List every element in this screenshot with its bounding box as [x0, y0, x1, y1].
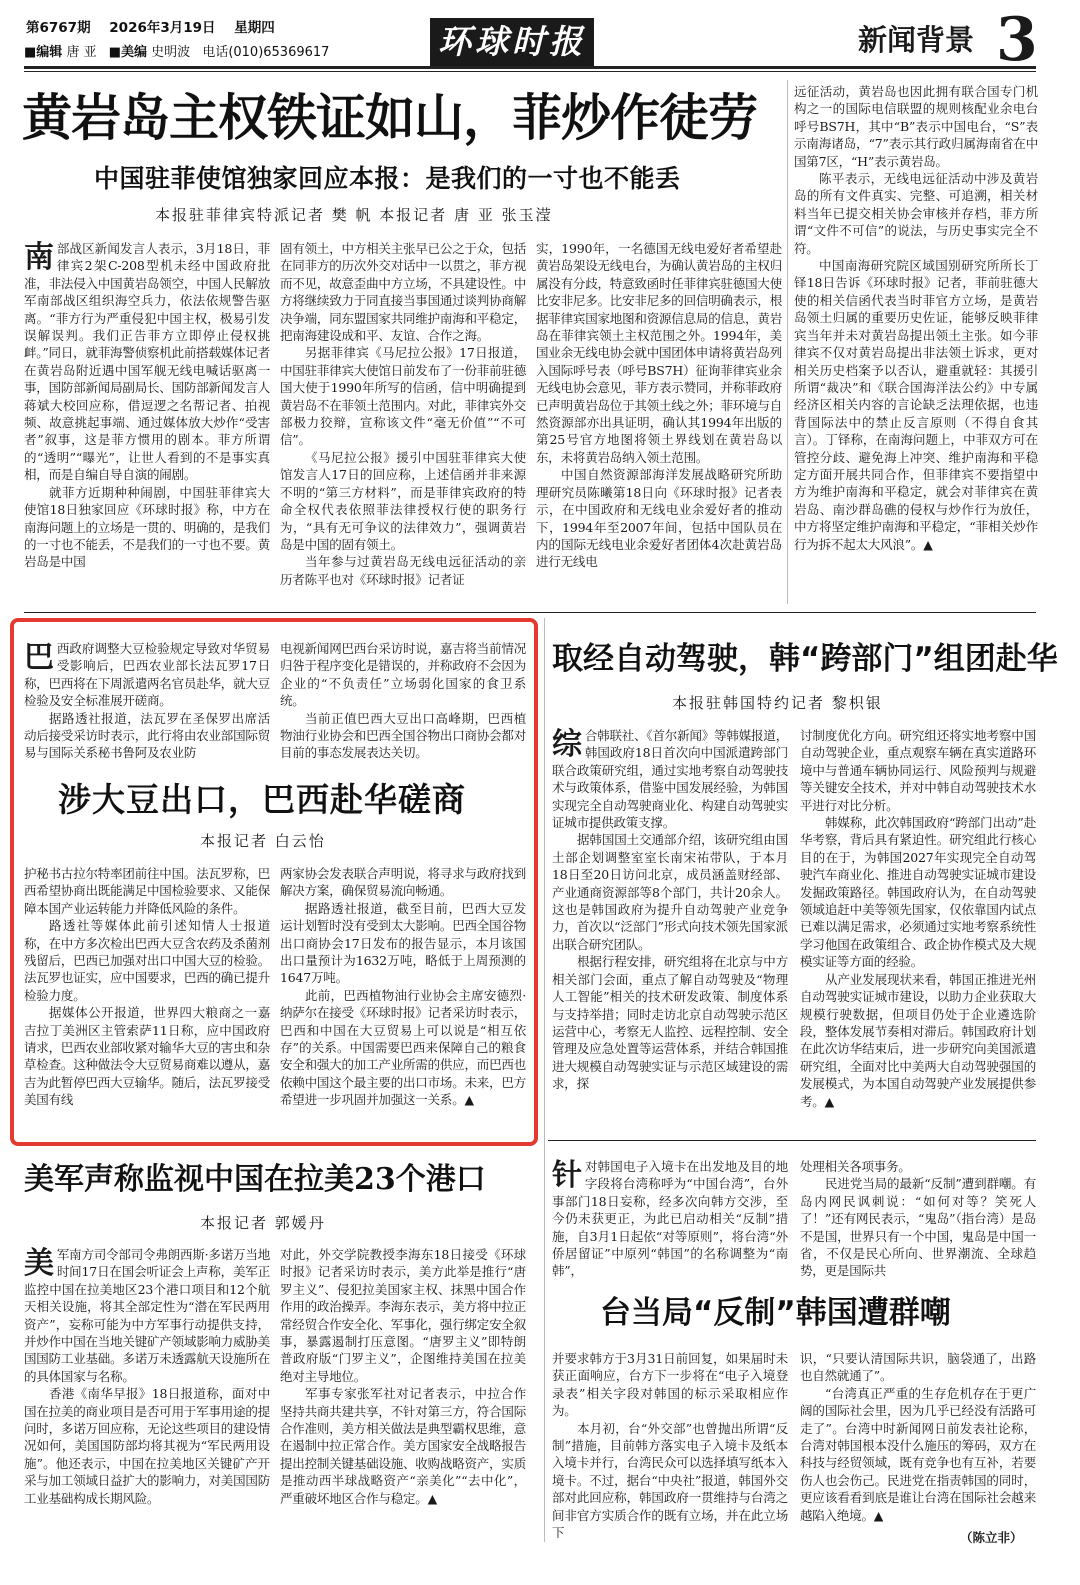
issue-weekday: 星期四 — [234, 20, 275, 36]
paragraph: 据路透社报道，法瓦罗在圣保罗出席活动后接受采访时表示，此行将由农业部国际贸易与国际关系秘书鲁阿及农业防 — [24, 710, 270, 761]
lead-column-3 — [536, 240, 782, 602]
page-number: 3 — [996, 6, 1038, 74]
paragraph: 并要求韩方于3月31日前回复，如果届时未获正面响应，台方下一步将在“电子入境登录表”相关字段对韩国的标示采取相应作为。 — [552, 1351, 788, 1419]
paragraph: 当前正值巴西大豆出口高峰期，巴西植物油行业协会和巴西全国谷物出口商协会都对目前的事态发展表达关切。 — [280, 710, 526, 761]
lead-byline: 本报驻菲律宾特派记者 樊 帆 本报记者 唐 亚 张玉滢 — [155, 206, 553, 224]
brazil-top-column-2 — [280, 640, 526, 772]
column-divider — [787, 80, 788, 604]
paragraph: 当年参与过黄岩岛无线电远征活动的亲历者陈平也对《环球时报》记者证 — [280, 554, 526, 587]
lead-column-4 — [794, 83, 1038, 603]
column-divider — [544, 618, 545, 1542]
paragraph: 香港《南华早报》18日报道称，面对中国在拉美的商业项目是否可用于军事用途的提问时，多诺万回应称，无论这些项目的建设情况如何，美国国防部均将其视为“军民两用设施”。他还表示，中国在拉美地区关键矿产开采与加工领域日益扩大的影响力，对美国国防工业基础构成长期风险。 — [24, 1386, 270, 1506]
paragraph: 实，1990年，一名德国无线电爱好者希望赴黄岩岛架设无线电台，为确认黄岩岛的主权归属没有分歧，特意致函时任菲律宾驻德国大使比安非尼多。比安非尼多的回信明确表示，根据菲律宾国家地图和资源信息局的信息，黄岩岛在菲律宾领土主权范围之外。1994年，美国业余无线电协会就中国团体申请将黄岩岛列入国际呼号表（呼号BS7H）征询菲律宾业余无线电协会意见，菲方表示赞同，并称菲政府已声明黄岩岛位于其领土线之外；菲环境与自然资源部亦出具证明，确认其1994年出版的第25号官方地图将领土界线划在黄岩岛以东，未将黄岩岛纳入领土范围。 — [536, 241, 782, 465]
paragraph: 民进党当局的最新“反制”遭到群嘲。有岛内网民讽刺说：“如何对等？笑死人了！”还有网民表示，“鬼岛”（指台湾）是岛不是国，世界只有一个中国，鬼岛是中国一省，不仅是民心所向、世界潮流、全球趋势，更是国际共 — [800, 1176, 1036, 1279]
designer-label: ■美编 — [108, 45, 148, 60]
us-column-2 — [280, 1246, 526, 1546]
paragraph: 合韩联社、《首尔新闻》等韩媒报道，韩国政府18日首次向中国派遣跨部门联合政策研究组，通过实地考察自动驾驶技术与政策体系，借鉴中国发展经验，为韩国实现完全自动驾驶商业化、构建自动驾驶实证城市提供政策支撑。 — [552, 728, 788, 831]
masthead-issue-line — [26, 16, 275, 36]
us-headline: 美军声称监视中国在拉美23个港口 — [24, 1162, 486, 1197]
paragraph: 护秘书古拉尔特率团前往中国。法瓦罗称，巴西希望协商出既能满足中国检验要求、又能保障本国产业运转能力并降低风险的条件。 — [24, 866, 270, 916]
paragraph: 中国自然资源部海洋发展战略研究所助理研究员陈曦第18日向《环球时报》记者表示，在中国政府和无线电业余爱好者的推动下，1994年至2007年间，包括中国队员在内的国际无线电业余爱好者团体4次赴黄岩岛进行无线电 — [536, 467, 782, 570]
editor-name: 唐 亚 — [66, 45, 97, 60]
brazil-byline: 本报记者 白云怡 — [200, 832, 326, 850]
paragraph: 讨制度优化方向。研究组还将实地考察中国自动驾驶企业，重点观察车辆在真实道路环境中与普通车辆协同运行、风险预判与规避等关键安全技术，并对中韩自动驾驶技术水平进行对比分析。 — [800, 728, 1036, 813]
paragraph: 从产业发展现状来看，韩国正推进光州自动驾驶实证城市建设，以助力企业获取大规模行驶数据，但项目仍处于企业遴选阶段，整体发展节奏相对滞后。韩国政府计划在此次访华结束后，进一步研究向美国派遣研究组，全面对比中美两大自动驾驶强国的发展模式，为本国自动驾驶产业发展提供参考。▲ — [800, 971, 1036, 1109]
paragraph: 据韩国国土交通部介绍，该研究组由国土部企划调整室室长南宋祐带队，于本月18日至20日访问北京，成员涵盖财经部、产业通商资源部等8个部门，共计20余人。这也是韩国政府为提升自动驾驶产业竞争力，首次以“泛部门”形式向技术领先国家派出联合研究团队。 — [552, 832, 788, 952]
paragraph: 韩媒称，此次韩国政府“跨部门出动”赴华考察，背后具有紧迫性。研究组此行核心目的在于，为韩国2027年实现完全自动驾驶汽车商业化、推进自动驾驶实证城市建设发掘政策路径。韩国政府认为，在自动驾驶领域追赶中美等领先国家，仅依靠国内试点已难以满足需求，必须通过实地考察系统性学习他国在政策组合、政企协作模式及大规模实证等方面的经验。 — [800, 815, 1036, 970]
taiwan-top-column-1 — [552, 1158, 788, 1288]
paragraph: 另据菲律宾《马尼拉公报》17日报道，中国驻菲律宾大使馆日前发布了一份菲前驻德国大使于1990年所写的信函，信中明确提到黄岩岛不在菲领土范围内。对此，菲律宾外交部极力狡辩，宣称该文件“毫无价值”“不可信”。 — [280, 345, 526, 448]
taiwan-top-column-2 — [800, 1158, 1036, 1288]
paragraph: 对韩国电子入境卡在出发地及目的地字段将台湾称呼为“中国台湾”，台外事部门18日妄称，经多次向韩方交涉，至今仍未获更正，为此已启动相关“反制”措施，自3月1日起依“对等原则”，将台湾“外侨居留证”中原列“韩国”的名称调整为“南韩”， — [552, 1159, 788, 1279]
paragraph: 两家协会发表联合声明说，将寻求与政府找到解决方案，确保贸易流向畅通。 — [280, 866, 526, 899]
lead-column-2 — [280, 240, 526, 602]
korea-headline: 取经自动驾驶，韩“跨部门”组团赴华 — [552, 641, 1058, 677]
us-column-1 — [24, 1246, 270, 1546]
paragraph: 路透社等媒体此前引述知情人士报道称，在中方多次检出巴西大豆含农药及杀菌剂残留后，巴西已加强对出口中国大豆的检验。法瓦罗也证实，应中国要求，巴西的确已提升检验力度。 — [24, 918, 270, 1003]
designer-name: 史明波 — [151, 45, 191, 60]
paragraph: 《马尼拉公报》援引中国驻菲律宾大使馆发言人17日的回应称，上述信函并非来源不明的“第三方材料”，而是菲律宾政府的特命全权代表依照菲法律授权行使的职务行为，“具有无可争议的法律效力”，强调黄岩岛是中国的固有领土。 — [280, 449, 526, 552]
paragraph: 固有领土，中方相关主张早已公之于众，包括在同菲方的历次外交对话中一以贯之，菲方视而不见，故意歪曲中方立场，不具建设性。中方将继续致力于同直接当事国通过谈判协商解决争端，同东盟国家共同维护南海和平稳定，把南海建设成和平、友谊、合作之海。 — [280, 241, 526, 344]
paragraph: 据路透社报道，截至目前，巴西大豆发运计划暂时没有受到太大影响。巴西全国谷物出口商协会17日发布的报告显示，本月该国出口量预计为1632万吨，略低于上周预测的1647万吨。 — [280, 900, 526, 986]
paragraph: 军南方司令部司令弗朗西斯·多诺万当地时间17日在国会听证会上声称，美军正监控中国在拉美地区23个港口项目和12个航天相关设施，将其全部定性为“潜在军民两用资产”，妄称可能为中方军事行动提供支持，并炒作中国在当地关键矿产领域影响力威胁美国国防工业基础。多诺万未透露航天设施所在的具体国家与名称。 — [24, 1247, 270, 1384]
issue-date: 2026年3月19日 — [109, 20, 216, 36]
paragraph: 部战区新闻发言人表示，3月18日，菲律宾2架C-208型机未经中国政府批准，非法侵入中国黄岩岛领空，中国人民解放军南部战区组织海空兵力，依法依规警告驱离。“菲方行为严重侵犯中国主权，极易引发误解误判。我们正告菲方立即停止侵权挑衅。”同日，就菲海警侦察机此前搭载媒体记者在黄岩岛附近遇中国军舰无线电喊话驱离一事，国防部新闻局副局长、国防部新闻发言人蒋斌大校回应称，借逗逻之名帮记者、拍视频、故意挑起事端、通过媒体放大炒作“受害者”叙事，这是菲方惯用的剧本。菲方所谓的“透明”“曝光”，让世人看到的不是事实真相，而是自编自导自演的闹剧。 — [24, 241, 270, 483]
lead-column-1 — [24, 240, 270, 602]
editor-label: ■编辑 — [24, 45, 63, 60]
masthead-rule — [24, 66, 1036, 69]
taiwan-bottom-column-1 — [552, 1350, 788, 1546]
us-byline: 本报记者 郭媛丹 — [200, 1214, 326, 1232]
drop-cap: 美 — [24, 1246, 54, 1281]
phone: 电话(010)65369617 — [202, 45, 330, 60]
paragraph: 中国南海研究院区域国别研究所所长丁铎18日告诉《环球时报》记者，菲前驻德大使的相关信函代表当时菲官方立场，是黄岩岛领土归属的重要历史佐证，能够反映菲律宾当年并未对黄岩岛提出领土主张。如今菲律宾不仅对黄岩岛提出非法领土诉求，更对相关历史档案予以否认，避重就轻：其援引所谓“裁决”和《联合国海洋法公约》中专属经济区相关内容的言论缺乏法理依据，也违背国际法中的禁止反言原则（不得自食其言）。丁铎称，在南海问题上，中菲双方可在管控分歧、避免海上冲突、维护南海和平稳定方面开展共同合作，但菲律宾不要指望中方为维护南海和平稳定，就会对菲律宾在黄岩岛、南沙群岛礁的侵权与炒作行为放任，中方将坚定维护南海和平稳定，“菲相关炒作行为拆不起太大风浪”。▲ — [794, 258, 1038, 552]
taiwan-author: （陈立非） — [960, 1530, 1023, 1545]
taiwan-bottom-column-2 — [800, 1350, 1036, 1530]
drop-cap: 巴 — [24, 640, 54, 675]
paragraph: 据媒体公开报道，世界四大粮商之一嘉吉拉丁美洲区主管索萨11日称，应中国政府请求，巴西农业部收紧对输华大豆的害虫和杂草检查。这种做法令大豆贸易商难以遵从，嘉吉为此暂停巴西大豆输华。随后，法瓦罗接受美国有线 — [24, 1005, 270, 1108]
lead-headline: 黄岩岛主权铁证如山，菲炒作徒劳 — [22, 89, 757, 147]
paragraph: 电视新闻网巴西台采访时说，嘉吉将当前情况归咎于程序变化是错误的，并称政府不会因为企业的“不负责任”立场弱化国家的食卫系统。 — [280, 641, 526, 709]
section-rule — [548, 1140, 1036, 1141]
paragraph: 对此，外交学院教授李海东18日接受《环球时报》记者采访时表示，美方此举是推行“唐罗主义”、侵犯拉美国家主权、抹黑中国合作作用的政治操弄。李海东表示，美方将中拉正常经贸合作安全化、军事化，强行绑定安全叙事，暴露遏制打压意图。“唐罗主义”即特朗普政府版“门罗主义”，企图维持美国在拉美绝对主导地位。 — [280, 1247, 526, 1384]
paragraph: 就菲方近期种种闹剧，中国驻菲律宾大使馆18日独家回应《环球时报》称，中方在南海问题上的立场是一贯的、明确的，是我们的一寸也不能丢，不是我们的一寸也不要。黄岩岛是中国 — [24, 484, 270, 570]
newspaper-logo: 环球时报 — [430, 18, 594, 66]
korea-column-1 — [552, 727, 788, 1127]
issue-number: 第6767期 — [26, 20, 91, 36]
paragraph: 军事专家张军社对记者表示，中拉合作坚持共商共建共享，不针对第三方，符合国际合作准则，美方相关做法是典型霸权思维，意在遏制中拉正常合作。美方国家安全战略报告提出控制关键基础设施、收购战略资产，实质是推动西半球战略资产“亲美化”“去中化”，严重破坏地区合作与稳定。▲ — [280, 1386, 526, 1506]
paragraph: 识，“只要认清国际共识，脑袋通了，出路也自然就通了”。 — [800, 1351, 1036, 1384]
masthead-rule-thin — [24, 71, 1036, 72]
section-rule — [24, 612, 1036, 613]
korea-byline: 本报驻韩国特约记者 黎枳银 — [672, 694, 883, 712]
brazil-bottom-column-2 — [280, 865, 526, 1129]
paragraph: 远征活动，黄岩岛也因此拥有联合国专门机构之一的国际电信联盟的规则核配业余电台呼号BS7H，其中“B”表示中国电台，“S”表示南海诸岛，“7”表示其行政归属海南省在中国第7区，“H”表示黄岩岛。 — [794, 84, 1038, 169]
paragraph: 陈平表示，无线电远征活动中涉及黄岩岛的所有文件真实、完整、可追溯，相关材料当年已提交相关协会审核并存档，菲方所谓“文件不可信”的说法，与历史事实完全不符。 — [794, 171, 1038, 256]
drop-cap: 综 — [552, 727, 582, 762]
drop-cap: 南 — [24, 240, 54, 275]
brazil-top-column-1 — [24, 640, 270, 772]
korea-column-2 — [800, 727, 1036, 1127]
drop-cap: 针 — [552, 1158, 582, 1193]
paragraph: 此前，巴西植物油行业协会主席安德烈·纳萨尔在接受《环球时报》记者采访时表示，巴西和中国在大豆贸易上可以说是“相互依存”的关系。中国需要巴西来保障自己的粮食安全和强大的加工产业所需的供应，而巴西也依赖中国这个最主要的出口市场。未来，巴方希望进一步巩固并加强这一关系。▲ — [280, 987, 526, 1108]
taiwan-headline: 台当局“反制”韩国遭群嘲 — [600, 1295, 951, 1331]
paragraph: 根据行程安排，研究组将在北京与中方相关部门会面，重点了解自动驾驶及“物理人工智能”相关的技术研发政策、制度体系与支持举措；同时走访北京自动驾驶示范区运营中心，考察无人监控、远程控制、安全管理及应急处置等运营体系，并结合韩国推进大规模自动驾驶实证与示范区域建设的需求，探 — [552, 954, 788, 1092]
masthead-staff-line — [24, 41, 329, 60]
section-title: 新闻背景 — [858, 23, 975, 57]
brazil-headline: 涉大豆出口，巴西赴华磋商 — [58, 780, 466, 819]
paragraph: “台湾真正严重的生存危机存在于更广阔的国际社会里，因为几乎已经没有活路可走了”。台湾中时新闻网日前发表社论称，台湾对韩国根本没什么施压的筹码，双方在科技与经贸领域，既有竞争也有互补，若要伤人也会伤己。民进党在指责韩国的同时，更应该看看到底是谁让台湾在国际社会越来越陷入绝境。▲ — [800, 1385, 1036, 1523]
paragraph: 西政府调整大豆检验规定导致对华贸易受影响后，巴西农业部长法瓦罗17日称，巴西将在下周派遣两名官员赴华，就大豆检验及安全标准展开磋商。 — [24, 641, 270, 709]
lead-subtitle: 中国驻菲使馆独家回应本报：是我们的一寸也不能丢 — [94, 164, 681, 193]
paragraph: 处理相关各项事务。 — [800, 1159, 911, 1174]
paragraph: 本月初，台“外交部”也曾抛出所谓“反制”措施，目前韩方落实电子入境卡及纸本入境卡并行，台湾民众可以选择填写纸本入境卡。不过，据台“中央社”报道，韩国外交部对此回应称，韩国政府一贯维持与台湾之间非官方实质合作的既有立场，并在此立场下 — [552, 1420, 788, 1541]
brazil-bottom-column-1 — [24, 865, 270, 1129]
